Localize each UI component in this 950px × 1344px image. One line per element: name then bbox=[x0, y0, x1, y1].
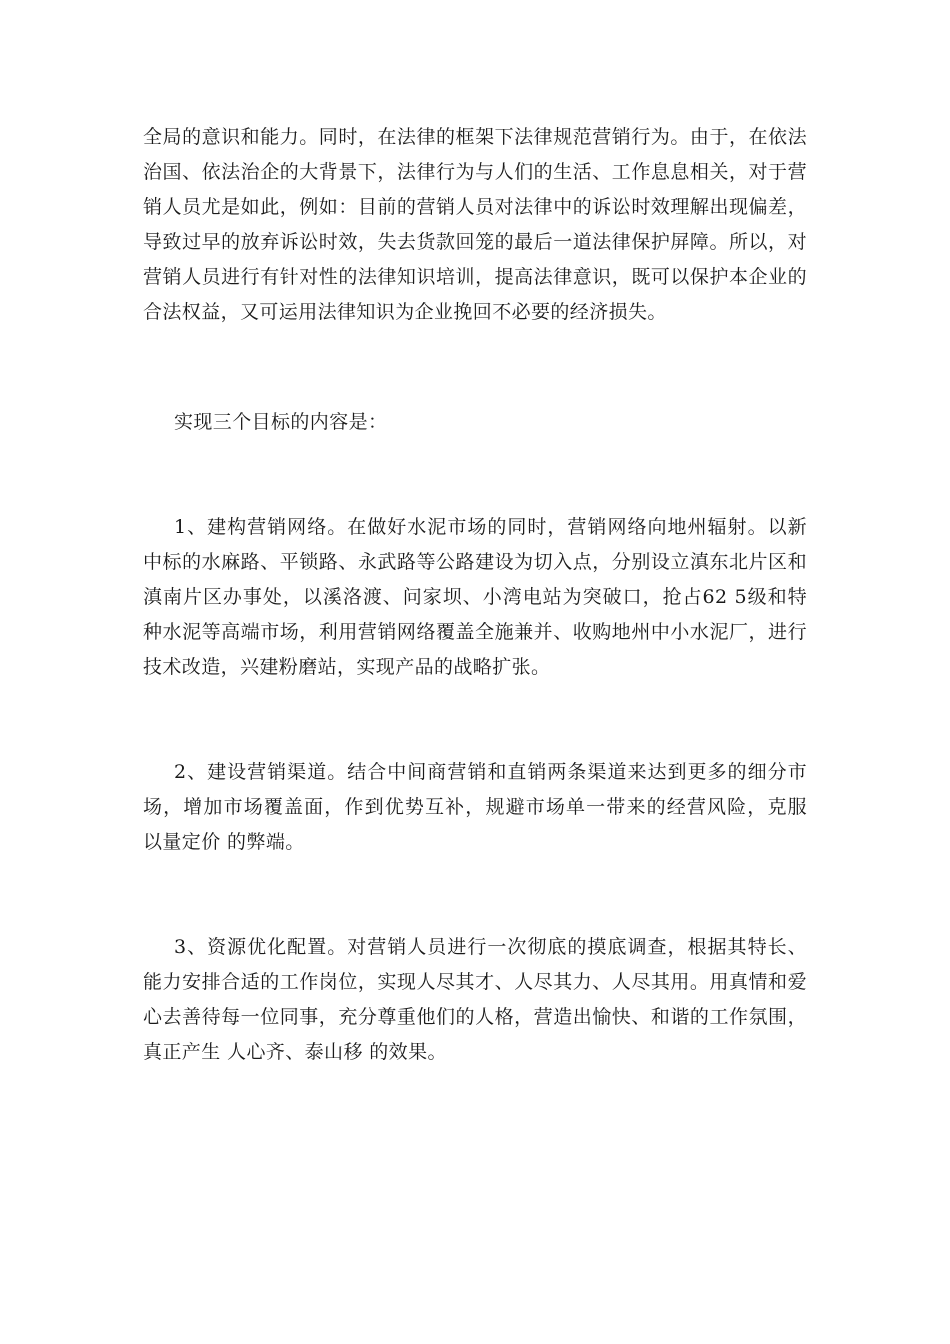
document-page bbox=[143, 120, 807, 1070]
paragraph-goals-intro: 实现三个目标的内容是： bbox=[174, 411, 388, 433]
paragraph-goal-channels: 2、建设营销渠道。结合中间商营销和直销两条渠道来达到更多的细分市场，增加市场覆盖面，作到优势互补，规避市场单一带来的经营风险，克服 以量定价 的弊端。 bbox=[143, 761, 807, 853]
paragraph-legal-training: 全局的意识和能力。同时，在法律的框架下法律规范营销行为。由于，在依法治国、依法治企的大背景下，法律行为与人们的生活、工作息息相关，对于营销人员尤是如此，例如：目前的营销人员对法律中的诉讼时效理解出现偏差，导致过早的放弃诉讼时效，失去货款回笼的最后一道法律保护屏障。所以，对营销人员进行有针对性的法律知识培训，提高法律意识，既可以保护本企业的合法权益，又可运用法律知识为企业挽回不必要的经济损失。 bbox=[143, 126, 807, 323]
paragraph-goal-resources: 3、资源优化配置。对营销人员进行一次彻底的摸底调查，根据其特长、能力安排合适的工作岗位，实现人尽其才、人尽其力、人尽其用。用真情和爱心去善待每一位同事，充分尊重他们的人格，营造出愉快、和谐的工作氛围，真正产生 人心齐、泰山移 的效果。 bbox=[143, 936, 807, 1063]
paragraph-goal-network: 1、建构营销网络。在做好水泥市场的同时，营销网络向地州辐射。以新中标的水麻路、平锁路、永武路等公路建设为切入点，分别设立滇东北片区和滇南片区办事处，以溪洛渡、问家坝、小湾电站为突破口，抢占62 5级和特种水泥等高端市场，利用营销网络覆盖全施兼并、收购地州中小水泥厂，进行技术改造，兴建粉磨站，实现产品的战略扩张。 bbox=[143, 516, 807, 678]
